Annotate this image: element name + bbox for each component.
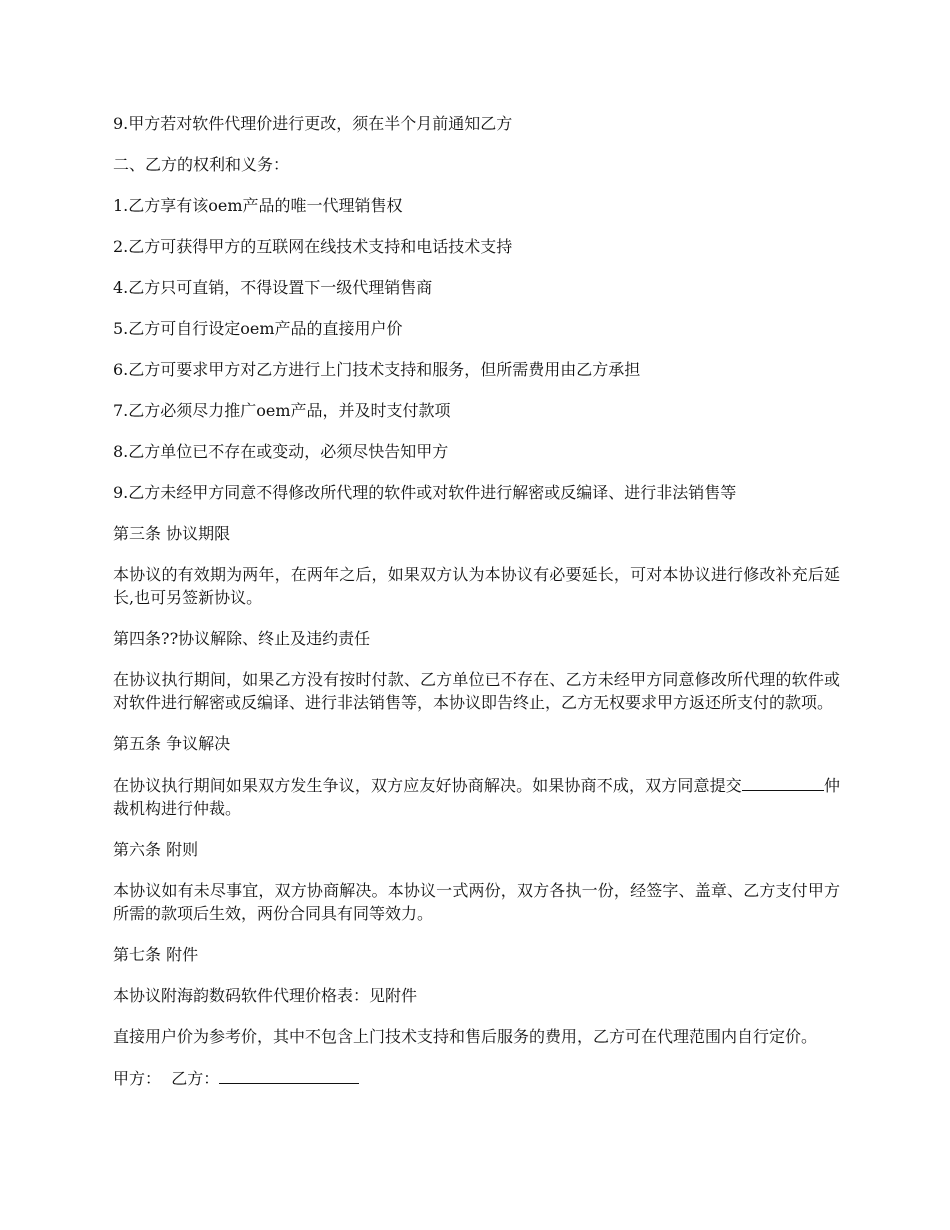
article-7-body: 本协议附海韵数码软件代理价格表：见附件 <box>113 986 418 1005</box>
article-3-heading: 第三条 协议期限 <box>113 524 231 543</box>
pricing-note: 直接用户价为参考价，其中不包含上门技术支持和售后服务的费用，乙方可在代理范围内自行定价。 <box>113 1027 818 1046</box>
arbitration-text-before: 在协议执行期间如果双方发生争议，双方应友好协商解决。如果协商不成，双方同意提交 <box>113 776 742 795</box>
arbitration-text-after: 仲裁机构进行仲裁。 <box>113 776 840 818</box>
article-4-heading: 第四条??协议解除、终止及违约责任 <box>113 629 371 648</box>
signature-blank <box>219 1066 359 1084</box>
party-a-label: 甲方： <box>113 1069 162 1088</box>
article-6-body: 本协议如有未尽事宜，双方协商解决。本协议一式两份，双方各执一份，经签字、盖章、乙方支付甲方所需的款项后生效，两份合同具有同等效力。 <box>113 881 840 923</box>
article-3-body: 本协议的有效期为两年，在两年之后，如果双方认为本协议有必要延长，可对本协议进行修改补充后延长,也可另签新协议。 <box>113 565 840 607</box>
clause-b7: 7.乙方必须尽力推广oem产品，并及时支付款项 <box>113 401 451 420</box>
signature-line <box>113 1066 840 1090</box>
clause-b2: 2.乙方可获得甲方的互联网在线技术支持和电话技术支持 <box>113 237 513 256</box>
document-page <box>113 112 840 1108</box>
article-7-heading: 第七条 附件 <box>113 945 199 964</box>
article-5-heading: 第五条 争议解决 <box>113 734 231 753</box>
article-6-heading: 第六条 附则 <box>113 840 199 859</box>
clause-a9: 9.甲方若对软件代理价进行更改，须在半个月前通知乙方 <box>113 114 513 133</box>
article-5-body <box>113 773 840 820</box>
clause-b4: 4.乙方只可直销，不得设置下一级代理销售商 <box>113 278 433 297</box>
clause-b6: 6.乙方可要求甲方对乙方进行上门技术支持和服务，但所需费用由乙方承担 <box>113 360 641 379</box>
clause-b5: 5.乙方可自行设定oem产品的直接用户价 <box>113 319 403 338</box>
clause-b9: 9.乙方未经甲方同意不得修改所代理的软件或对软件进行解密或反编译、进行非法销售等 <box>113 483 737 502</box>
article-4-body: 在协议执行期间，如果乙方没有按时付款、乙方单位已不存在、乙方未经甲方同意修改所代理的软件或对软件进行解密或反编译、进行非法销售等，本协议即告终止，乙方无权要求甲方返还所支付的款项。 <box>113 670 840 712</box>
party-b-label: 乙方： <box>171 1069 220 1088</box>
clause-b8: 8.乙方单位已不存在或变动，必须尽快告知甲方 <box>113 442 449 461</box>
clause-b1: 1.乙方享有该oem产品的唯一代理销售权 <box>113 196 403 215</box>
section-heading-party-b: 二、乙方的权利和义务： <box>113 155 290 174</box>
arbitration-blank <box>742 773 824 791</box>
